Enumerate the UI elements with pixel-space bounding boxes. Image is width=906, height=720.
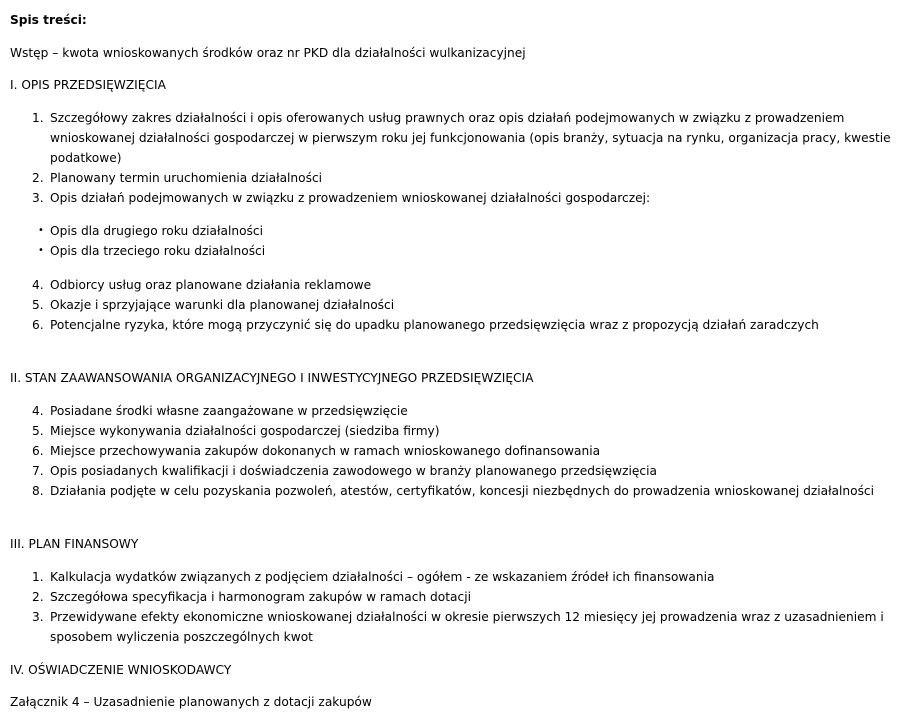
list-item-text: Szczegółowa specyfikacja i harmonogram zakupów w ramach dotacji [50, 590, 471, 604]
list-item-number: 5. [32, 424, 44, 438]
list-item [10, 295, 895, 315]
list-item-number: 6. [32, 318, 44, 332]
list-item-number: 2. [32, 590, 44, 604]
list-item-text: Działania podjęte w celu pozyskania pozwoleń, atestów, certyfikatów, koncesji niezbędnych do prowadzenia wnioskowanej działalności [50, 484, 875, 498]
section-1-heading: I. OPIS PRZEDSIĘWZIĘCIA [10, 78, 166, 92]
list-item [10, 275, 895, 295]
list-item-number: 6. [32, 444, 44, 458]
list-item-number: 5. [32, 298, 44, 312]
toc-intro: Wstęp – kwota wnioskowanych środków oraz nr PKD dla działalności wulkanizacyjnej [10, 46, 526, 60]
list-item-number: 1. [32, 111, 44, 125]
list-item [10, 168, 895, 188]
list-item-text: Miejsce przechowywania zakupów dokonanych w ramach wnioskowanego dofinansowania [50, 444, 601, 458]
list-item-text: Posiadane środki własne zaangażowane w przedsięwzięcie [50, 404, 408, 418]
list-item [10, 421, 895, 441]
bullet-item [10, 221, 895, 241]
section-4-heading: IV. OŚWIADCZENIE WNIOSKODAWCY [10, 663, 232, 677]
list-item [10, 461, 895, 481]
list-item-text: Szczegółowy zakres działalności i opis oferowanych usług prawnych oraz opis działań podejmowanych w związku z prowadzeniem wnioskowanej działalności gospodarczej w pierwszym roku jej funkcjonowania (opis branży, sytuacja na rynku, organizacja pracy, kwestie podatkowe) [50, 111, 891, 165]
list-item [10, 607, 895, 647]
list-item [10, 108, 895, 168]
list-item-number: 7. [32, 464, 44, 478]
list-item-text: Przewidywane efekty ekonomiczne wnioskowanej działalności w okresie pierwszych 12 miesięcy jej prowadzenia wraz z uzasadnieniem i sposobem wyliczenia poszczególnych kwot [50, 610, 884, 644]
list-item-text: Okazje i sprzyjające warunki dla planowanej działalności [50, 298, 395, 312]
list-item-text: Potencjalne ryzyka, które mogą przyczynić się do upadku planowanego przedsięwzięcia wraz z propozycją działań zaradczych [50, 318, 819, 332]
bullet-item-text: Opis dla trzeciego roku działalności [50, 244, 266, 258]
list-item-number: 3. [32, 610, 44, 624]
list-item-number: 3. [32, 191, 44, 205]
section-1-bullets [10, 221, 895, 261]
list-item-number: 4. [32, 278, 44, 292]
list-item-number: 2. [32, 171, 44, 185]
bullet-icon: • [38, 225, 44, 236]
list-item-text: Miejsce wykonywania działalności gospodarczej (siedziba firmy) [50, 424, 440, 438]
list-item-number: 1. [32, 570, 44, 584]
section-1-list-a [10, 108, 895, 208]
list-item-text: Odbiorcy usług oraz planowane działania reklamowe [50, 278, 372, 292]
bullet-icon: • [38, 245, 44, 256]
list-item [10, 567, 895, 587]
toc-title: Spis treści: [10, 13, 87, 27]
list-item [10, 481, 895, 501]
list-item [10, 587, 895, 607]
section-1-list-b [10, 275, 895, 335]
list-item-text: Kalkulacja wydatków związanych z podjęciem działalności – ogółem - ze wskazaniem źródeł ich finansowania [50, 570, 715, 584]
list-item [10, 188, 895, 208]
section-3-list [10, 567, 895, 647]
list-item-text: Planowany termin uruchomienia działalności [50, 171, 323, 185]
bullet-item [10, 241, 895, 261]
list-item [10, 401, 895, 421]
list-item-number: 4. [32, 404, 44, 418]
list-item-text: Opis działań podejmowanych w związku z prowadzeniem wnioskowanej działalności gospodarczej: [50, 191, 651, 205]
list-item-text: Opis posiadanych kwalifikacji i doświadczenia zawodowego w branży planowanego przedsięwzięcia [50, 464, 657, 478]
section-3-heading: III. PLAN FINANSOWY [10, 537, 139, 551]
list-item [10, 315, 895, 335]
bullet-item-text: Opis dla drugiego roku działalności [50, 224, 263, 238]
section-2-heading: II. STAN ZAAWANSOWANIA ORGANIZACYJNEGO I INWESTYCYJNEGO PRZEDSIĘWZIĘCIA [10, 371, 534, 385]
list-item [10, 441, 895, 461]
section-2-list [10, 401, 895, 501]
attachment-line: Załącznik 4 – Uzasadnienie planowanych z dotacji zakupów [10, 695, 372, 709]
list-item-number: 8. [32, 484, 44, 498]
